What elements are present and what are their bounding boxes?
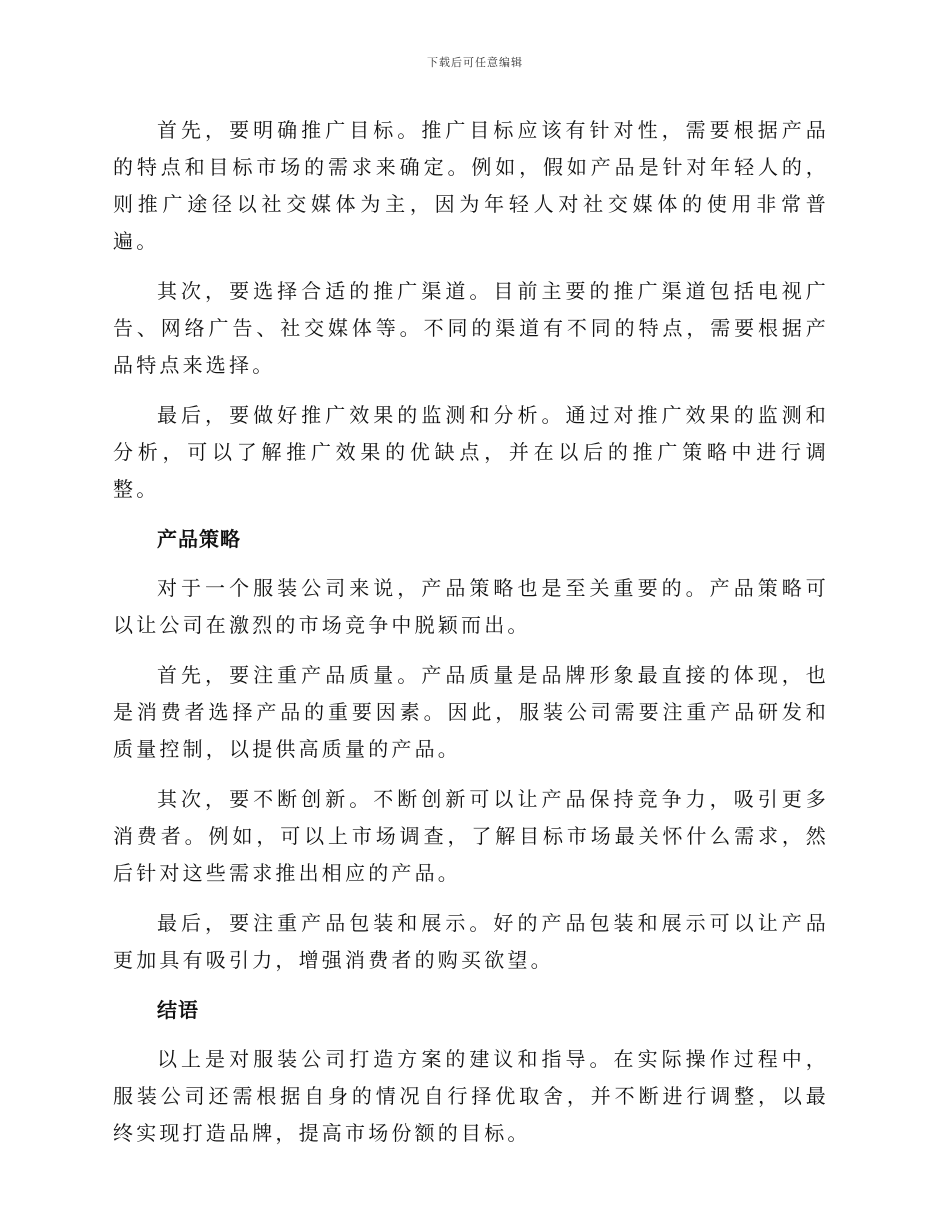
section-heading: 结语 bbox=[157, 998, 199, 1022]
paragraph: 首先，要明确推广目标。推广目标应该有针对性，需要根据产品的特点和目标市场的需求来确定。例如，假如产品是针对年轻人的，则推广途径以社交媒体为主，因为年轻人对社交媒体的使用非常普遍。 bbox=[113, 118, 829, 253]
paragraph: 对于一个服装公司来说，产品策略也是至关重要的。产品策略可以让公司在激烈的市场竞争中脱颖而出。 bbox=[113, 576, 829, 637]
paragraph: 以上是对服装公司打造方案的建议和指导。在实际操作过程中，服装公司还需根据自身的情况自行择优取舍，并不断进行调整，以最终实现打造品牌，提高市场份额的目标。 bbox=[113, 1047, 829, 1145]
section-heading: 产品策略 bbox=[157, 527, 241, 551]
paragraph: 最后，要做好推广效果的监测和分析。通过对推广效果的监测和分析，可以了解推广效果的优缺点，并在以后的推广策略中进行调整。 bbox=[113, 403, 829, 501]
paragraph: 首先，要注重产品质量。产品质量是品牌形象最直接的体现，也是消费者选择产品的重要因素。因此，服装公司需要注重产品研发和质量控制，以提供高质量的产品。 bbox=[113, 663, 829, 761]
paragraph: 最后，要注重产品包装和展示。好的产品包装和展示可以让产品更加具有吸引力，增强消费者的购买欲望。 bbox=[113, 911, 829, 972]
document-body bbox=[113, 112, 829, 1165]
paragraph: 其次，要选择合适的推广渠道。目前主要的推广渠道包括电视广告、网络广告、社交媒体等。不同的渠道有不同的特点，需要根据产品特点来选择。 bbox=[113, 279, 829, 377]
paragraph: 其次，要不断创新。不断创新可以让产品保持竞争力，吸引更多消费者。例如，可以上市场调查，了解目标市场最关怀什么需求，然后针对这些需求推出相应的产品。 bbox=[113, 787, 829, 885]
header-note: 下载后可任意编辑 bbox=[427, 56, 523, 69]
